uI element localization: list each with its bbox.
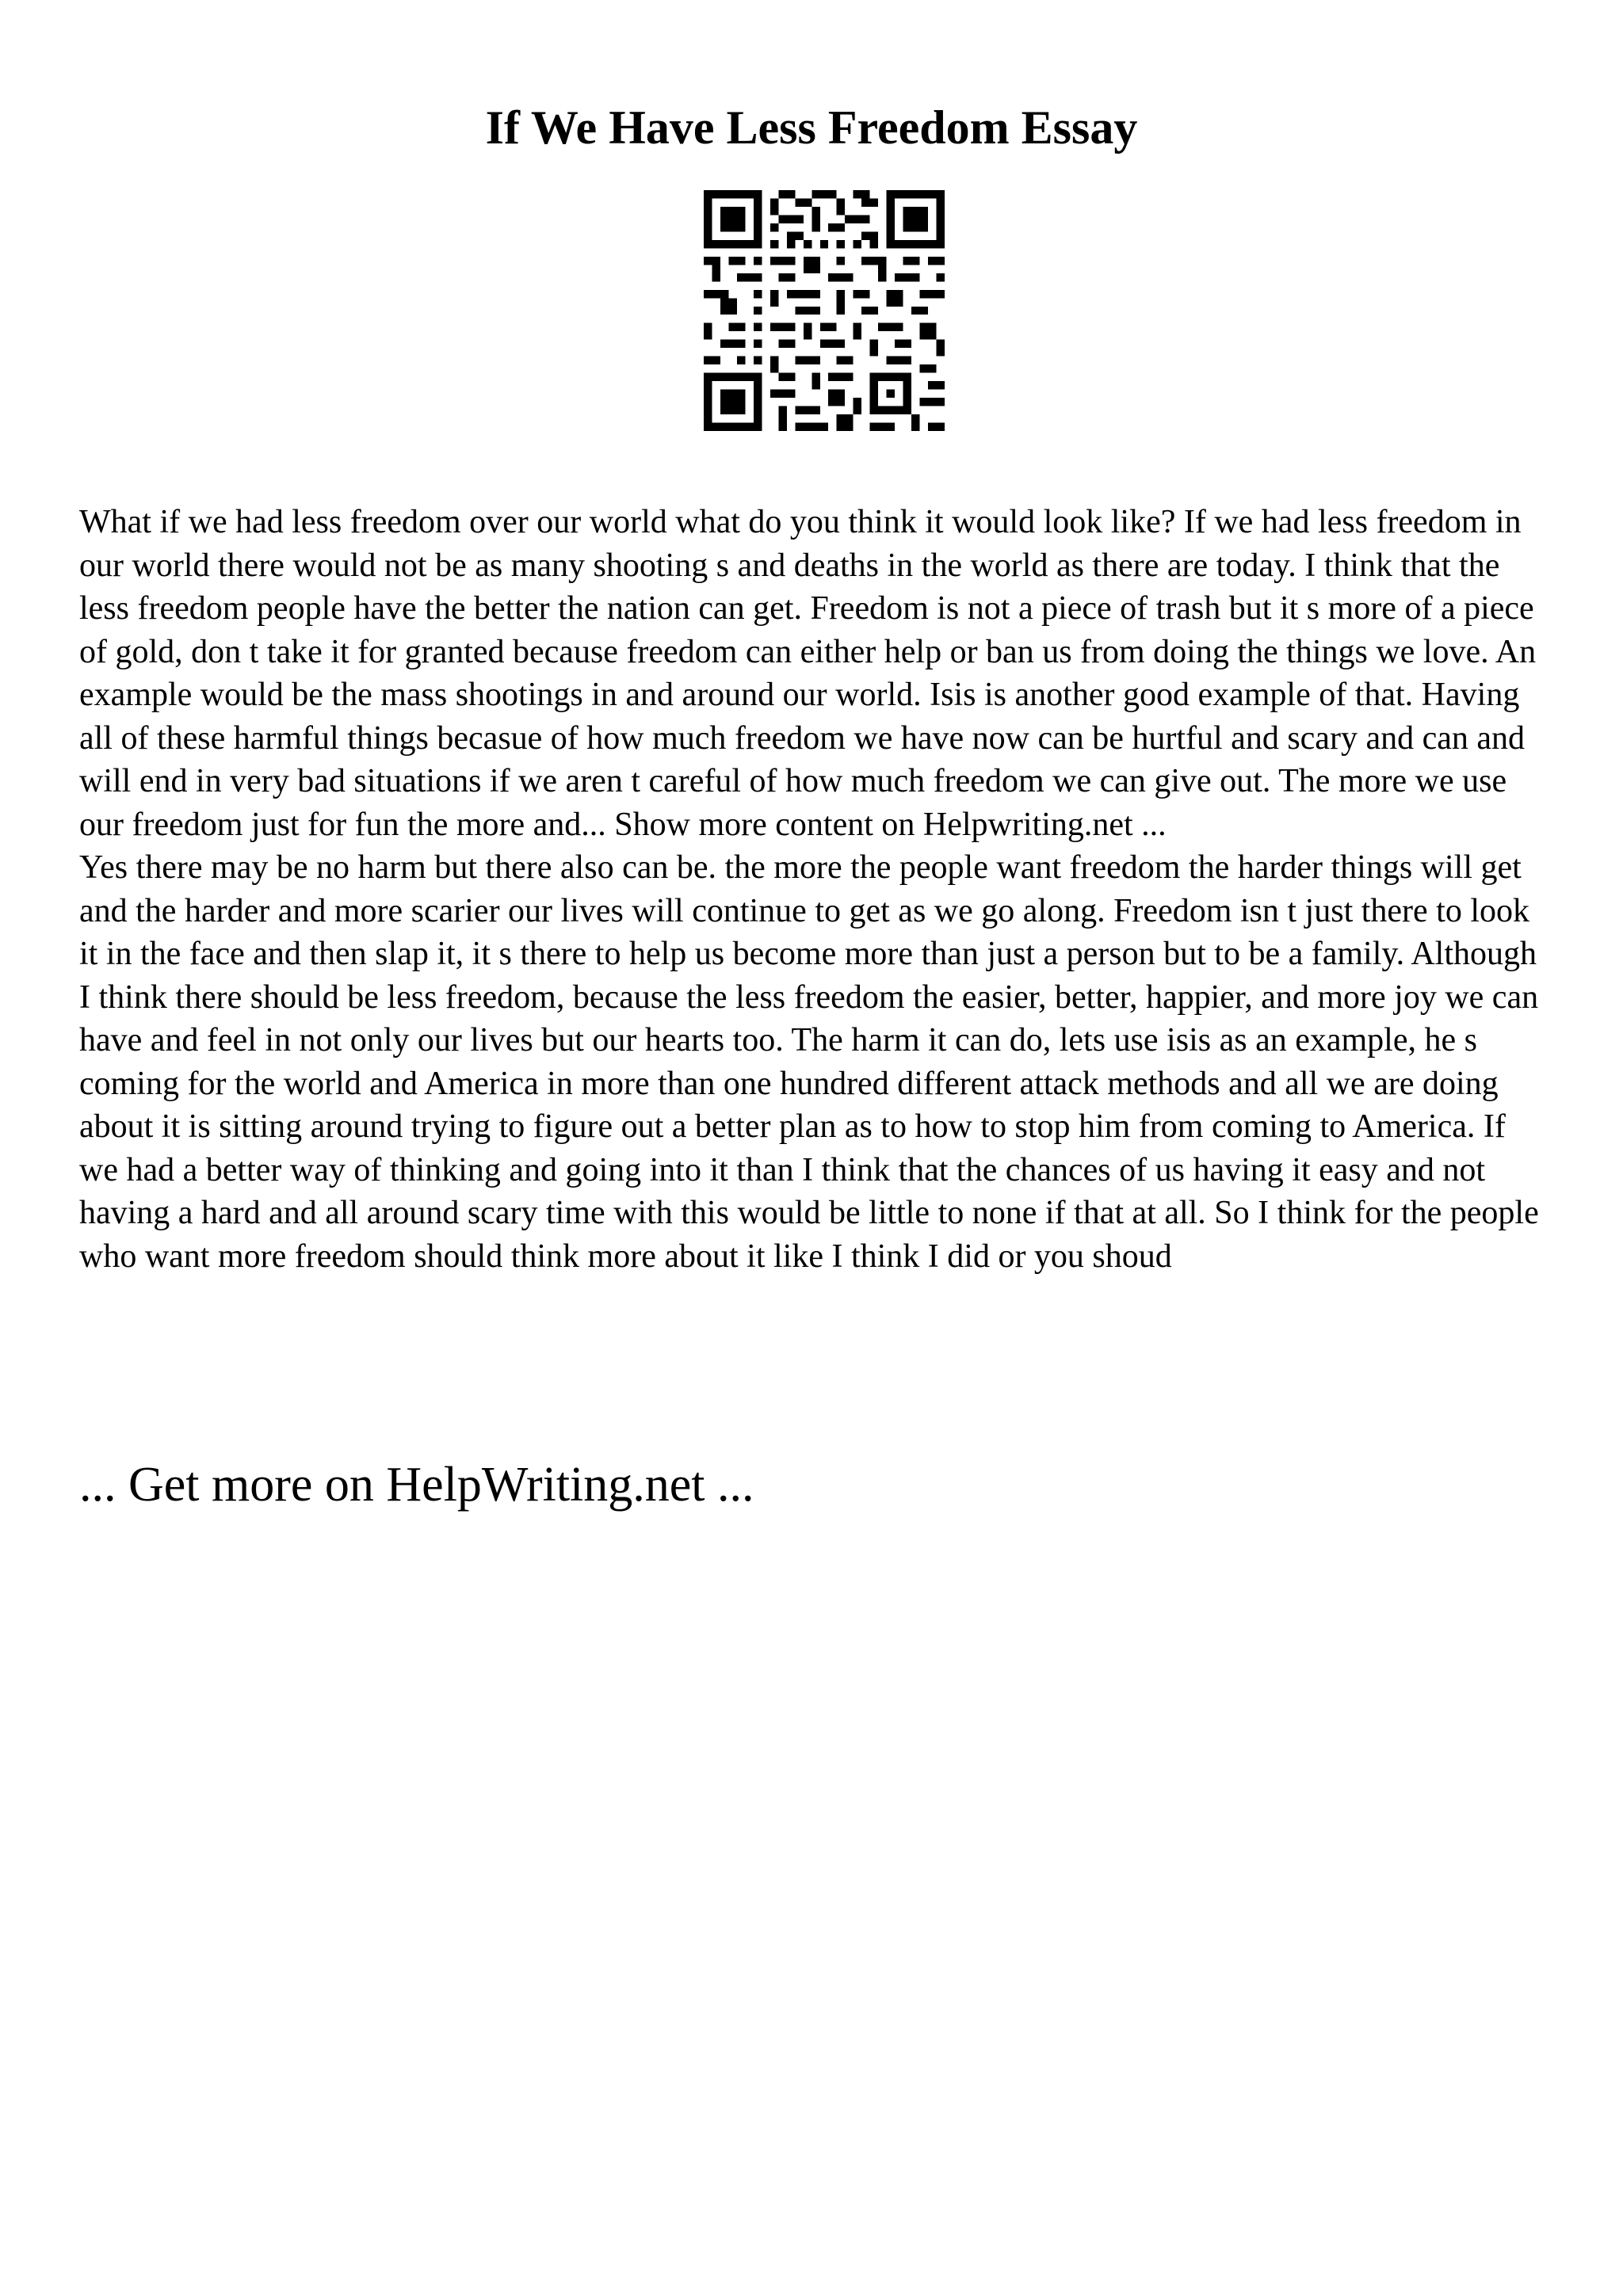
essay-paragraph: Yes there may be no harm but there also can be. the more the people want freedom the harder things will get and the harder and more scarier our lives will continue to get as we go along. Freedom isn t just there to look it in the face and then slap it, it s there to help us become more than just a person but to be a family. Although I think there should be less freedom, because the less freedom the easier, better, happier, and more joy we can have and feel in not only our lives but our hearts too. The harm it can do, lets use isis as an example, he s coming for the world and America in more than one hundred different attack methods and all we are doing about it is sitting around trying to figure out a better plan as to how to stop him from coming to America. If we had a better way of thinking and going into it than I think that the chances of us having it easy and not having a hard and all around scary time with this would be little to none if that at all. So I think for the people who want more freedom should think more about it like I think I did or you shoud <box>79 849 1539 1275</box>
essay-paragraph: What if we had less freedom over our world what do you think it would look like? If we had less freedom in our world there would not be as many shooting s and deaths in the world as there are today. I think that the less freedom people have the better the nation can get. Freedom is not a piece of trash but it s more of a piece of gold, don t take it for granted because freedom can either help or ban us from doing the things we love. An example would be the mass shootings in and around our world. Isis is another good example of that. Having all of these harmful things becasue of how much freedom we have now can be hurtful and scary and can and will end in very bad situations if we aren t careful of how much freedom we can give out. The more we use our freedom just for fun the more and... Show more content on Helpwriting.net ... <box>79 504 1537 843</box>
qr-code-icon <box>704 190 945 431</box>
get-more-link[interactable]: ... Get more on HelpWriting.net ... <box>79 1458 754 1512</box>
essay-body <box>79 501 1545 1278</box>
page-title: If We Have Less Freedom Essay <box>485 101 1138 154</box>
